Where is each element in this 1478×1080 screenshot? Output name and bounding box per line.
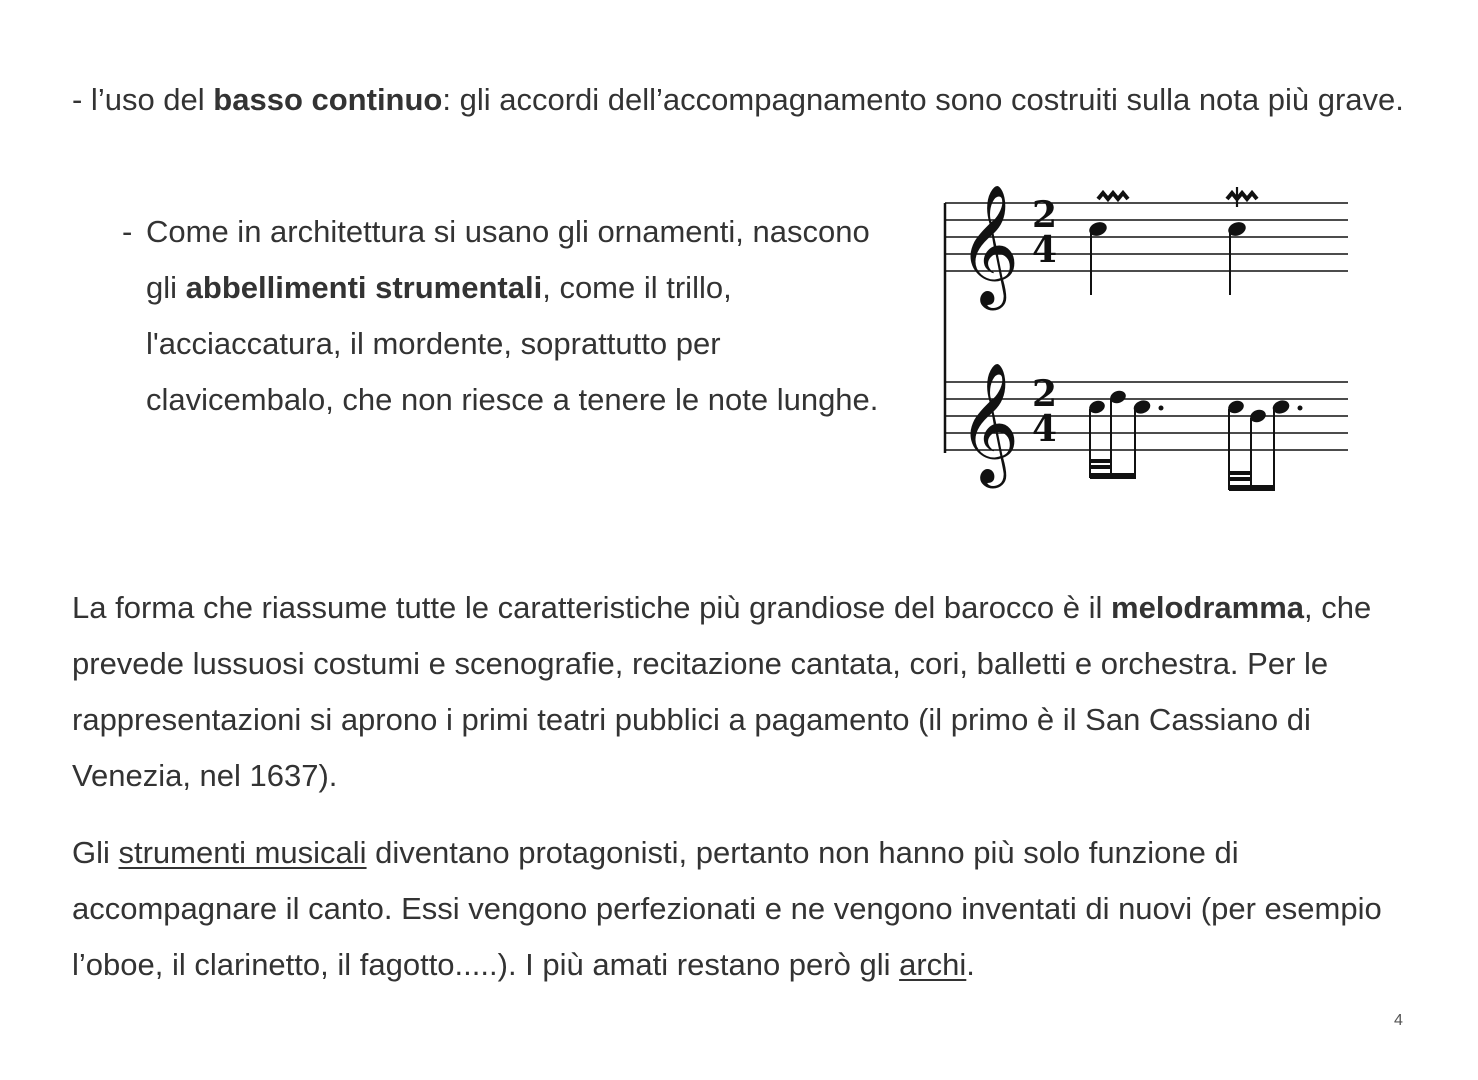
- treble-clef-icon: 𝄞: [958, 361, 1020, 483]
- underlined-term: strumenti musicali: [118, 835, 367, 870]
- inverted-mordent-icon: [1227, 193, 1257, 199]
- page-number: 4: [1394, 1012, 1403, 1029]
- time-signature-bottom: 4: [1032, 229, 1058, 271]
- time-signature-top: 2: [1032, 373, 1058, 415]
- treble-clef-icon: 𝄞: [958, 183, 1020, 305]
- written-out-ornament-1: [1087, 389, 1163, 479]
- written-out-ornament-2: [1226, 398, 1302, 491]
- time-signature-top: 2: [1032, 194, 1058, 236]
- music-score-image: [940, 170, 1352, 500]
- paragraph-basso-continuo: [72, 72, 1412, 128]
- text: .: [966, 947, 975, 982]
- list-dash: -: [122, 214, 133, 249]
- mordent-icon: [1098, 193, 1128, 199]
- text: , come il trillo, l'acciaccatura, il mordente, soprattutto per clavicembalo, che non riesce a tenere le note lunghe.: [146, 270, 879, 417]
- paragraph-melodramma: [72, 580, 1412, 804]
- paragraph-abbellimenti: [122, 204, 892, 428]
- text: - l’uso del: [72, 82, 214, 117]
- text: : gli accordi dell’accompagnamento sono costruiti sulla nota più grave.: [442, 82, 1404, 117]
- paragraph-strumenti: [72, 825, 1412, 993]
- list-item-text: [122, 204, 892, 428]
- note-with-mordent: [1087, 193, 1128, 295]
- text: Come in architettura si usano gli ornamenti, nascono gli: [146, 214, 870, 305]
- text: Gli: [72, 835, 119, 870]
- bold-term: abbellimenti strumentali: [185, 270, 543, 305]
- time-signature-bottom: 4: [1032, 408, 1058, 450]
- underlined-term: archi: [899, 947, 967, 982]
- text: diventano protagonisti, pertanto non hanno più solo funzione di accompagnare il canto. Essi vengono perfezionati e ne vengono inventati di nuovi (per esempio l’oboe, il clarinetto, il fagotto.....). I più amati restano però gli: [72, 835, 1382, 982]
- bold-term: melodramma: [1111, 590, 1304, 625]
- text: , che prevede lussuosi costumi e scenografie, recitazione cantata, cori, balletti e orchestra. Per le rappresentazioni si aprono i primi teatri pubblici a pagamento (il primo è il San Cassiano di Venezia, nel 1637).: [72, 590, 1372, 793]
- text: La forma che riassume tutte le caratteristiche più grandiose del barocco è il: [72, 590, 1112, 625]
- bold-term: basso continuo: [213, 82, 443, 117]
